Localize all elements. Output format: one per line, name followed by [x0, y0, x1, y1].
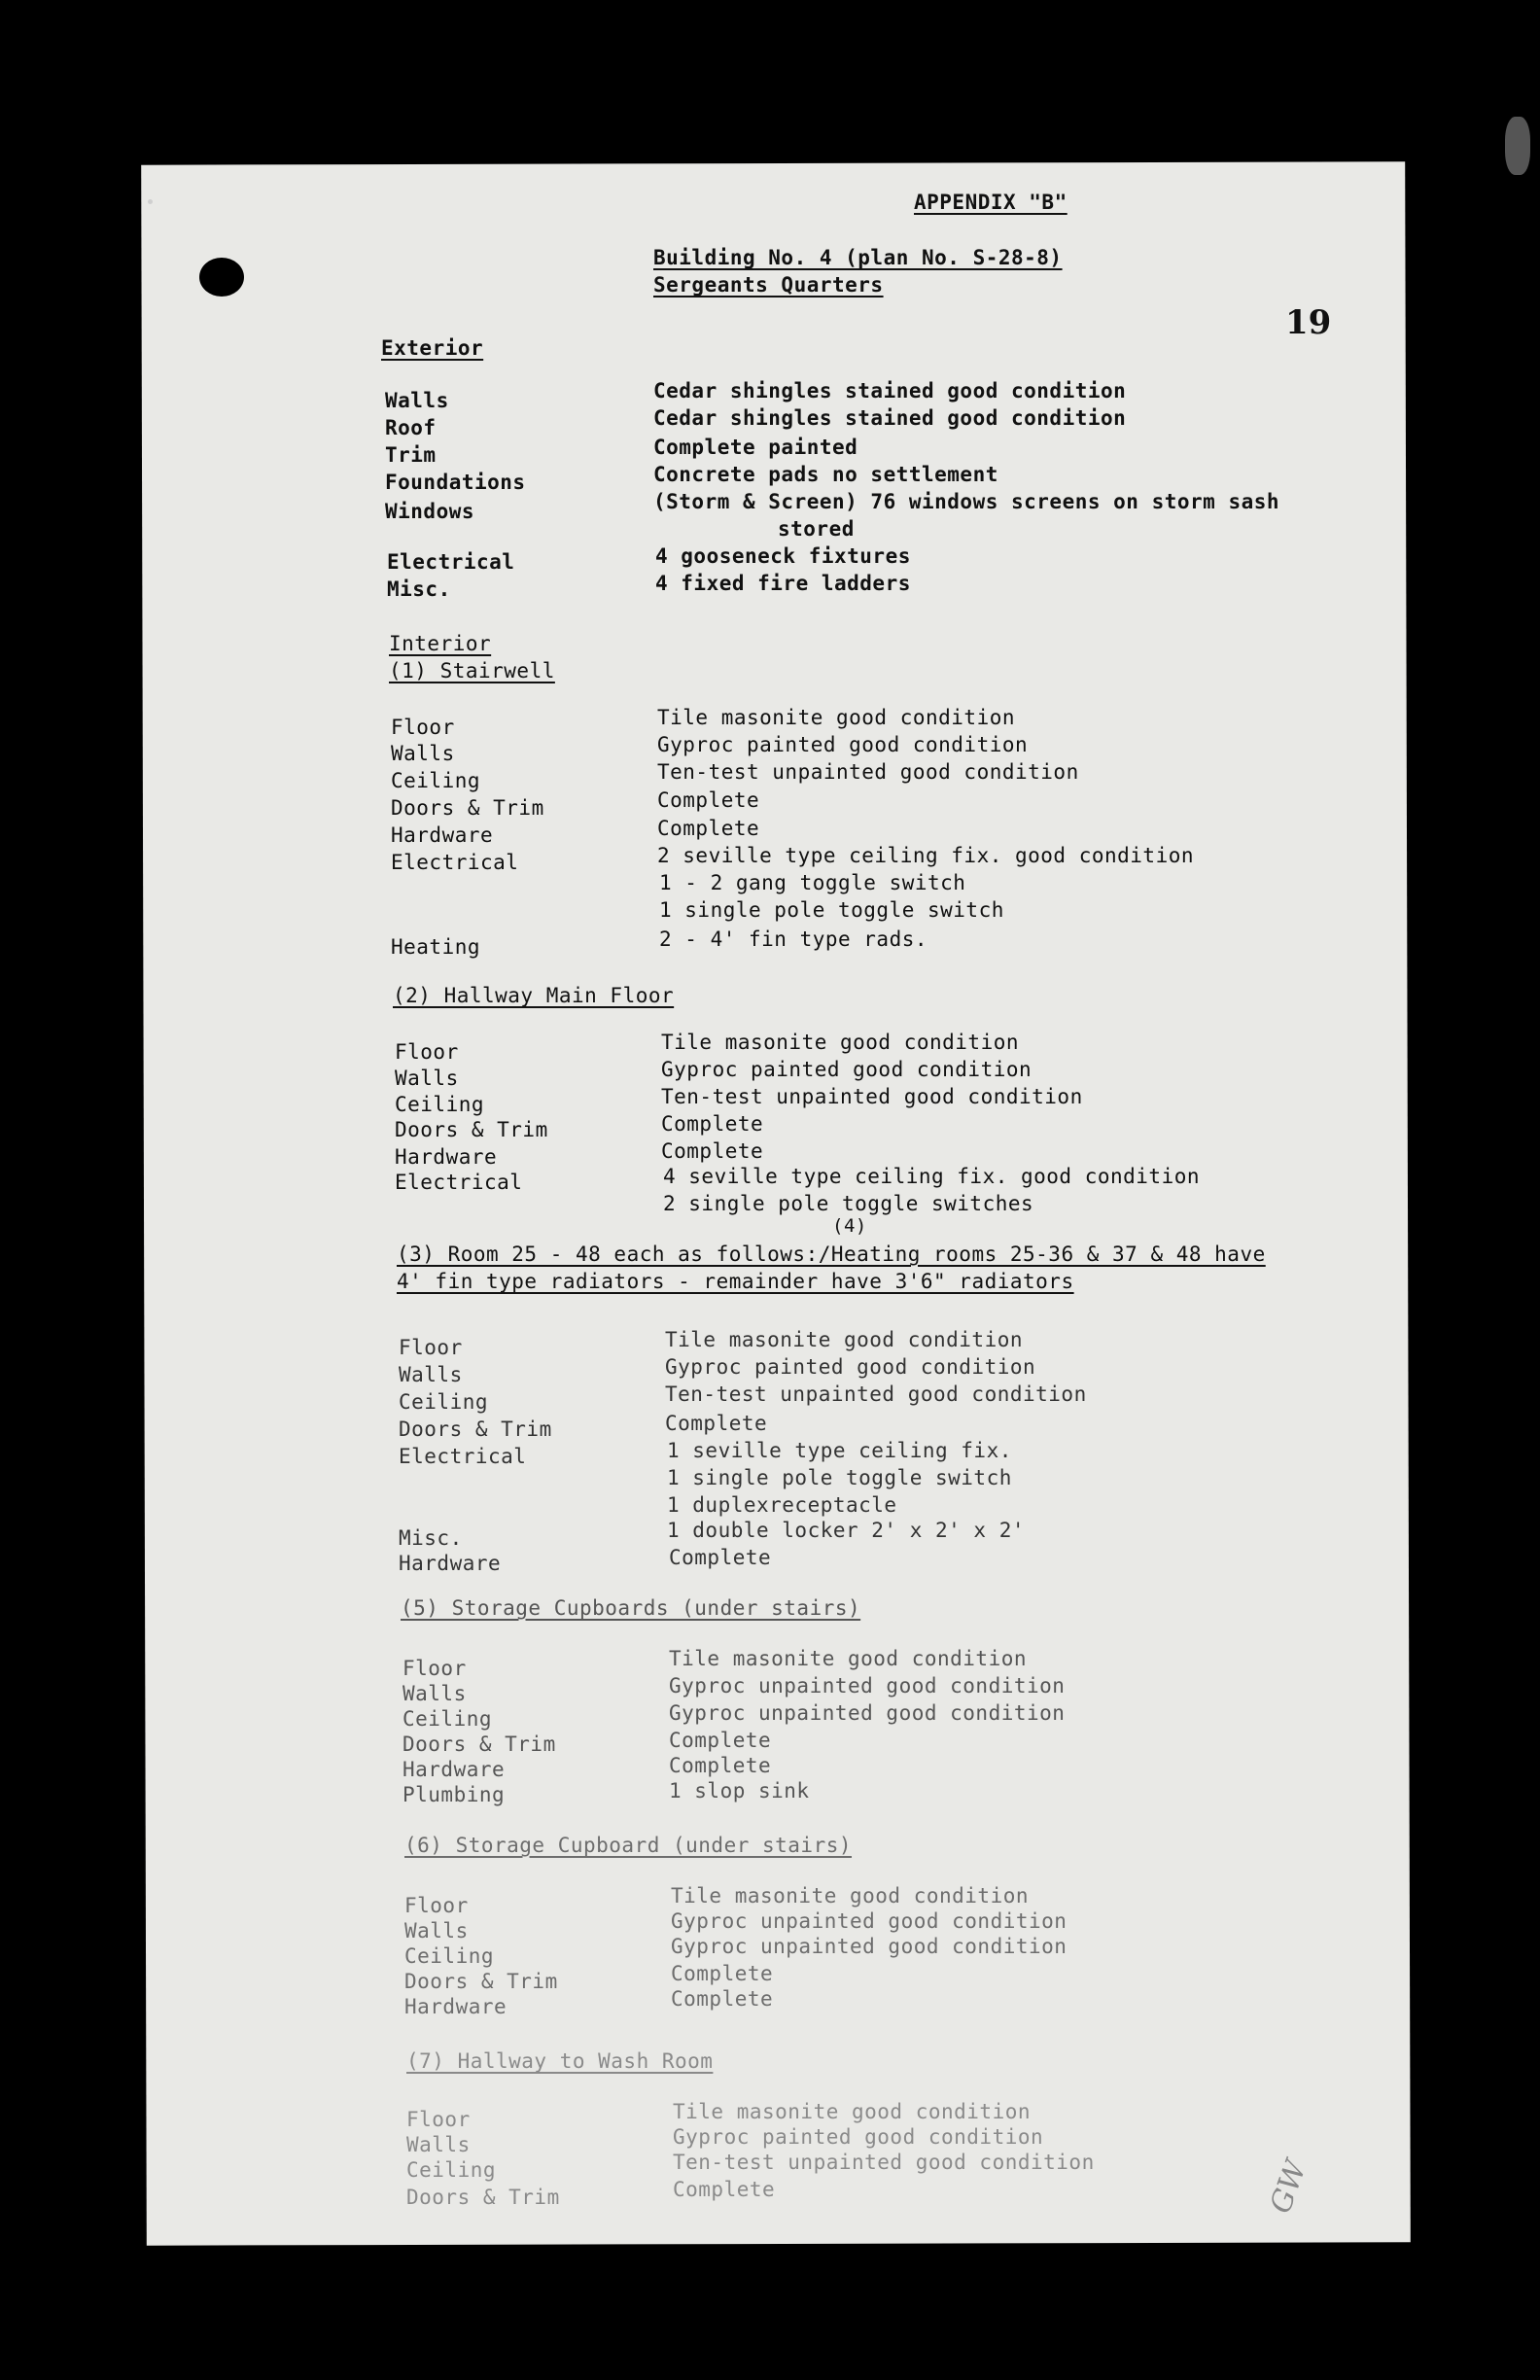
storage6-heading: (6) Storage Cupboard (under stairs) — [404, 1834, 853, 1857]
hallway-value-switches: 2 single pole toggle switches — [663, 1192, 1034, 1215]
interior-heading: Interior — [389, 632, 492, 655]
edge-mark — [1505, 117, 1530, 175]
stairwell-heading: (1) Stairwell — [389, 659, 555, 682]
stairwell-label-doors: Doors & Trim — [391, 796, 544, 820]
exterior-label-trim: Trim — [385, 443, 437, 467]
stairwell-label-ceiling: Ceiling — [391, 769, 481, 792]
hallway-value-ceiling: Ten-test unpainted good condition — [661, 1085, 1083, 1108]
stairwell-value-walls: Gyproc painted good condition — [657, 733, 1029, 756]
hallway-label-floor: Floor — [395, 1040, 459, 1064]
rooms-value-walls: Gyproc painted good condition — [665, 1355, 1036, 1379]
exterior-label-electrical: Electrical — [387, 550, 515, 574]
wash-label-doors: Doors & Trim — [406, 2186, 560, 2209]
storage5-label-walls: Walls — [402, 1682, 467, 1705]
wash-value-floor: Tile masonite good condition — [673, 2100, 1032, 2123]
rooms-label-hardware: Hardware — [399, 1552, 502, 1575]
paper-speck — [148, 199, 153, 204]
exterior-value-misc: 4 fixed fire ladders — [655, 572, 911, 595]
wash-value-doors: Complete — [673, 2178, 776, 2201]
storage6-label-doors: Doors & Trim — [404, 1970, 558, 1993]
stairwell-value-toggle-2gang: 1 - 2 gang toggle switch — [659, 871, 966, 894]
storage6-value-floor: Tile masonite good condition — [671, 1884, 1030, 1908]
storage5-value-floor: Tile masonite good condition — [669, 1647, 1028, 1670]
storage5-heading: (5) Storage Cupboards (under stairs) — [401, 1596, 861, 1620]
hallway-label-ceiling: Ceiling — [395, 1093, 485, 1116]
storage5-label-plumbing: Plumbing — [402, 1783, 506, 1806]
exterior-value-windows: (Storm & Screen) 76 windows screens on storm sash — [653, 490, 1280, 513]
rooms-value-doors: Complete — [665, 1412, 768, 1435]
rooms-value-floor: Tile masonite good condition — [665, 1328, 1024, 1351]
storage6-label-hardware: Hardware — [404, 1995, 508, 2018]
storage5-value-walls: Gyproc unpainted good condition — [669, 1674, 1066, 1698]
handwritten-initials: GW — [1263, 2155, 1314, 2219]
stairwell-label-walls: Walls — [391, 742, 455, 765]
rooms-heading-line2: 4' fin type radiators - remainder have 3'6" radiators — [397, 1270, 1074, 1293]
stairwell-label-floor: Floor — [391, 716, 455, 739]
storage5-label-doors: Doors & Trim — [402, 1732, 556, 1756]
stairwell-value-electrical: 2 seville type ceiling fix. good condition — [657, 844, 1195, 867]
wash-label-walls: Walls — [406, 2133, 471, 2156]
storage5-label-hardware: Hardware — [402, 1758, 506, 1781]
stairwell-value-heating: 2 - 4' fin type rads. — [659, 928, 928, 951]
exterior-label-windows: Windows — [385, 500, 475, 523]
storage6-label-floor: Floor — [404, 1894, 469, 1917]
hallway-label-hardware: Hardware — [395, 1145, 498, 1169]
hallway-label-electrical: Electrical — [395, 1171, 523, 1194]
hallway-value-walls: Gyproc painted good condition — [661, 1058, 1032, 1081]
rooms-value-electrical: 1 seville type ceiling fix. — [667, 1439, 1012, 1462]
punch-hole — [199, 258, 244, 297]
rooms-value-locker: 1 double locker 2' x 2' x 2' — [667, 1519, 1026, 1542]
hallway-value-floor: Tile masonite good condition — [661, 1031, 1020, 1054]
hallway-label-walls: Walls — [395, 1067, 459, 1090]
stairwell-value-toggle-single: 1 single pole toggle switch — [659, 898, 1004, 922]
hallway-main-heading: (2) Hallway Main Floor — [393, 984, 675, 1007]
hallway-value-electrical: 4 seville type ceiling fix. good condition — [663, 1165, 1201, 1188]
stairwell-label-electrical: Electrical — [391, 851, 519, 874]
exterior-value-windows-cont: stored — [778, 517, 855, 541]
rooms-label-walls: Walls — [399, 1363, 463, 1386]
stairwell-label-heating: Heating — [391, 935, 481, 959]
storage6-value-walls: Gyproc unpainted good condition — [671, 1909, 1068, 1933]
storage5-label-floor: Floor — [402, 1657, 467, 1680]
rooms-label-ceiling: Ceiling — [399, 1390, 489, 1414]
storage6-label-ceiling: Ceiling — [404, 1944, 495, 1968]
wash-label-floor: Floor — [406, 2108, 471, 2131]
exterior-value-roof: Cedar shingles stained good condition — [653, 406, 1127, 430]
storage5-label-ceiling: Ceiling — [402, 1707, 493, 1731]
exterior-value-trim: Complete painted — [653, 436, 858, 459]
page-number: 19 — [1285, 303, 1332, 342]
storage5-value-plumbing: 1 slop sink — [669, 1779, 810, 1802]
rooms-value-receptacle: 1 duplexreceptacle — [667, 1493, 897, 1517]
exterior-label-foundations: Foundations — [385, 471, 526, 494]
exterior-label-misc: Misc. — [387, 578, 451, 601]
insert-mark: (4) — [832, 1215, 867, 1237]
rooms-value-hardware: Complete — [669, 1546, 772, 1569]
rooms-value-ceiling: Ten-test unpainted good condition — [665, 1382, 1087, 1406]
appendix-title: APPENDIX "B" — [914, 191, 1068, 214]
wash-label-ceiling: Ceiling — [406, 2158, 497, 2182]
storage5-value-ceiling: Gyproc unpainted good condition — [669, 1701, 1066, 1725]
stairwell-value-floor: Tile masonite good condition — [657, 706, 1016, 729]
wash-value-ceiling: Ten-test unpainted good condition — [673, 2151, 1095, 2174]
rooms-label-floor: Floor — [399, 1336, 463, 1359]
storage6-value-hardware: Complete — [671, 1987, 774, 2011]
rooms-label-misc: Misc. — [399, 1526, 463, 1550]
stairwell-value-ceiling: Ten-test unpainted good condition — [657, 760, 1079, 784]
storage5-value-doors: Complete — [669, 1729, 772, 1752]
hallway-label-doors: Doors & Trim — [395, 1118, 548, 1141]
exterior-label-roof: Roof — [385, 416, 437, 439]
exterior-value-electrical: 4 gooseneck fixtures — [655, 544, 911, 568]
rooms-heading-line1: (3) Room 25 - 48 each as follows:/Heating rooms 25-36 & 37 & 48 have — [397, 1242, 1266, 1266]
exterior-value-foundations: Concrete pads no settlement — [653, 463, 998, 486]
rooms-label-electrical: Electrical — [399, 1445, 527, 1468]
building-title: Building No. 4 (plan No. S-28-8) — [653, 246, 1063, 269]
storage6-value-ceiling: Gyproc unpainted good condition — [671, 1935, 1068, 1958]
exterior-label-walls: Walls — [385, 389, 449, 412]
exterior-value-walls: Cedar shingles stained good condition — [653, 379, 1127, 402]
storage6-value-doors: Complete — [671, 1962, 774, 1985]
hallway-wash-heading: (7) Hallway to Wash Room — [406, 2049, 714, 2073]
stairwell-label-hardware: Hardware — [391, 823, 494, 847]
storage5-value-hardware: Complete — [669, 1754, 772, 1777]
stairwell-value-hardware: Complete — [657, 817, 760, 840]
hallway-value-doors: Complete — [661, 1112, 764, 1136]
building-subtitle: Sergeants Quarters — [653, 273, 884, 297]
stairwell-value-doors: Complete — [657, 788, 760, 812]
wash-value-walls: Gyproc painted good condition — [673, 2125, 1044, 2149]
rooms-label-doors: Doors & Trim — [399, 1418, 552, 1441]
storage6-label-walls: Walls — [404, 1919, 469, 1942]
hallway-value-hardware: Complete — [661, 1139, 764, 1163]
rooms-value-toggle: 1 single pole toggle switch — [667, 1466, 1012, 1489]
exterior-heading: Exterior — [381, 336, 484, 360]
